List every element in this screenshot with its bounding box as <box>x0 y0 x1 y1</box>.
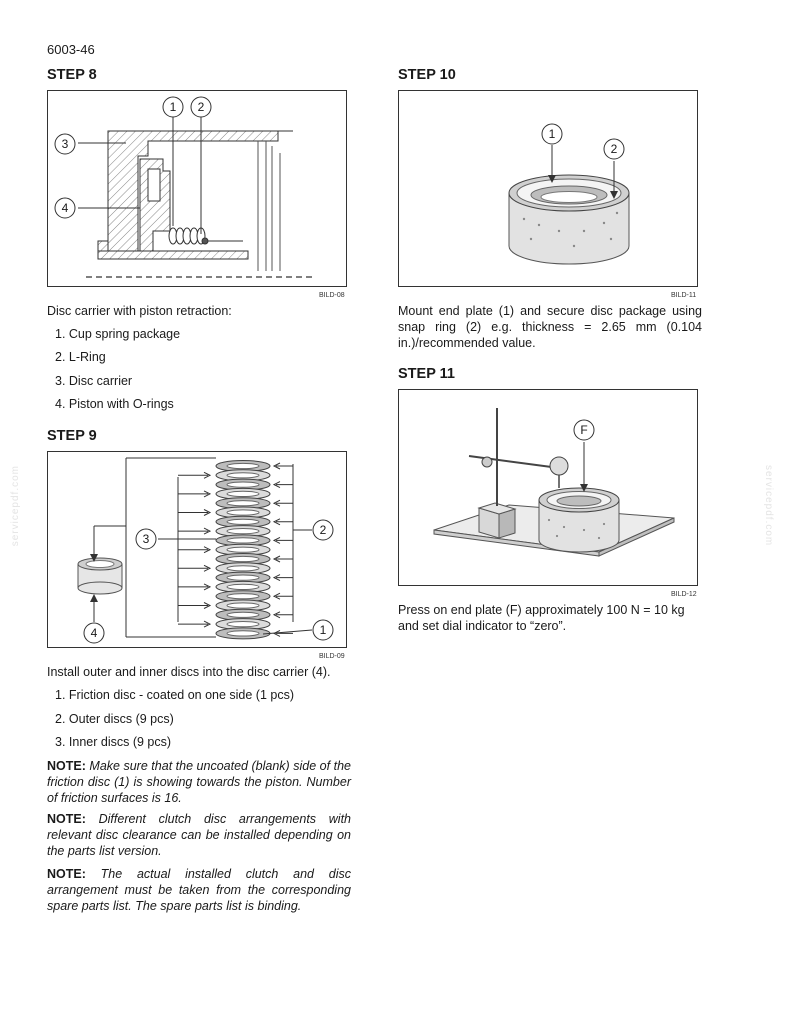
step9-figure <box>47 451 347 648</box>
disc-arrow <box>274 593 293 599</box>
disc-bore <box>227 463 259 468</box>
step9-item-1: 1. Friction disc - coated on one side (1 pcs) <box>55 688 295 702</box>
step10-text: Mount end plate (1) and secure disc package using snap ring (2) e.g. thickness = 2.65 mm (0.104 in.)/recommended value. <box>398 304 702 350</box>
disc-bore <box>227 547 259 552</box>
step9-callout-3: 3 <box>135 528 157 550</box>
disc-arrow <box>178 621 210 627</box>
disc-bore <box>227 622 259 627</box>
disc-arrow <box>274 612 293 618</box>
step9-caption: Install outer and inner discs into the disc carrier (4). <box>47 665 331 679</box>
step9-note-2 <box>47 811 351 859</box>
step8-callout-1: 1 <box>162 96 184 118</box>
watermark-right: servicepdf.com <box>763 465 774 547</box>
step9-heading: STEP 9 <box>47 428 97 444</box>
disc-arrow <box>274 537 293 543</box>
disc-arrow <box>274 575 293 581</box>
disc-bore <box>227 501 259 506</box>
step11-callout-f: F <box>573 419 595 441</box>
disc-bore <box>227 482 259 487</box>
note-label: NOTE: <box>47 812 86 826</box>
step10-illustration <box>399 91 697 286</box>
step9-callout-4: 4 <box>83 622 105 644</box>
step8-item-4: 4. Piston with O-rings <box>55 397 174 411</box>
step9-note-1 <box>47 758 351 806</box>
note-text: Make sure that the uncoated (blank) side of the friction disc (1) is showing towards the piston. Number of friction surfaces is 16. <box>47 759 351 805</box>
step8-figure <box>47 90 347 287</box>
step9-note-3 <box>47 866 351 914</box>
disc-arrow <box>178 584 210 590</box>
disc-bore <box>227 594 259 599</box>
page-number: 6003-46 <box>47 42 95 57</box>
watermark-left: servicepdf.com <box>10 465 21 547</box>
step8-heading: STEP 8 <box>47 67 97 83</box>
note-text: The actual installed clutch and disc arrangement must be taken from the corresponding spare parts list. The spare parts list is binding. <box>47 867 351 913</box>
step11-figure-id: BILD-12 <box>671 591 697 598</box>
step8-callout-3: 3 <box>54 133 76 155</box>
step8-item-3: 3. Disc carrier <box>55 374 133 388</box>
step8-caption: Disc carrier with piston retraction: <box>47 304 232 318</box>
disc-bore <box>227 612 259 617</box>
step11-illustration <box>399 390 697 585</box>
step11-text: Press on end plate (F) approximately 100 N = 10 kg and set dial indicator to “zero”. <box>398 603 685 633</box>
disc-arrow <box>274 463 293 469</box>
step9-figure-id: BILD-09 <box>319 653 345 660</box>
step10-heading: STEP 10 <box>398 67 456 83</box>
step8-item-2: 2. L-Ring <box>55 350 106 364</box>
step10-figure <box>398 90 698 287</box>
step8-callout-4: 4 <box>54 197 76 219</box>
disc-bore <box>227 510 259 515</box>
disc-bore <box>227 631 259 636</box>
step9-callout-1: 1 <box>312 619 334 641</box>
disc-arrow <box>178 472 210 478</box>
disc-bore <box>227 473 259 478</box>
disc-bore <box>227 556 259 561</box>
step10-callout-1: 1 <box>541 123 563 145</box>
disc-bore <box>227 491 259 496</box>
step9-item-3: 3. Inner discs (9 pcs) <box>55 735 172 749</box>
note-label: NOTE: <box>47 759 86 773</box>
step8-callout-2: 2 <box>190 96 212 118</box>
disc-arrow <box>178 547 210 553</box>
disc-arrow <box>178 528 210 534</box>
disc-bore <box>227 575 259 580</box>
note-text: Different clutch disc arrangements with relevant disc clearance can be installed depending on the parts list version. <box>47 812 351 858</box>
step11-figure <box>398 389 698 586</box>
disc-arrow <box>274 500 293 506</box>
disc-arrow <box>274 482 293 488</box>
disc-bore <box>227 566 259 571</box>
step8-illustration <box>48 91 346 286</box>
step10-callout-2: 2 <box>603 138 625 160</box>
step10-figure-id: BILD-11 <box>671 292 697 299</box>
disc-bore <box>227 538 259 543</box>
disc-bore <box>227 529 259 534</box>
step9-item-2: 2. Outer discs (9 pcs) <box>55 712 174 726</box>
note-label: NOTE: <box>47 867 86 881</box>
disc-bore <box>227 603 259 608</box>
step8-figure-id: BILD-08 <box>319 292 345 299</box>
step9-callout-2: 2 <box>312 519 334 541</box>
step9-illustration <box>48 452 346 647</box>
disc-bore <box>227 584 259 589</box>
disc-arrow <box>178 603 210 609</box>
disc-arrow <box>274 556 293 562</box>
step8-item-1: 1. Cup spring package <box>55 327 181 341</box>
step11-heading: STEP 11 <box>398 366 455 382</box>
disc-bore <box>227 519 259 524</box>
disc-arrow <box>274 519 293 525</box>
disc-arrow <box>178 491 210 497</box>
disc-arrow <box>178 510 210 516</box>
disc-arrow <box>178 565 210 571</box>
